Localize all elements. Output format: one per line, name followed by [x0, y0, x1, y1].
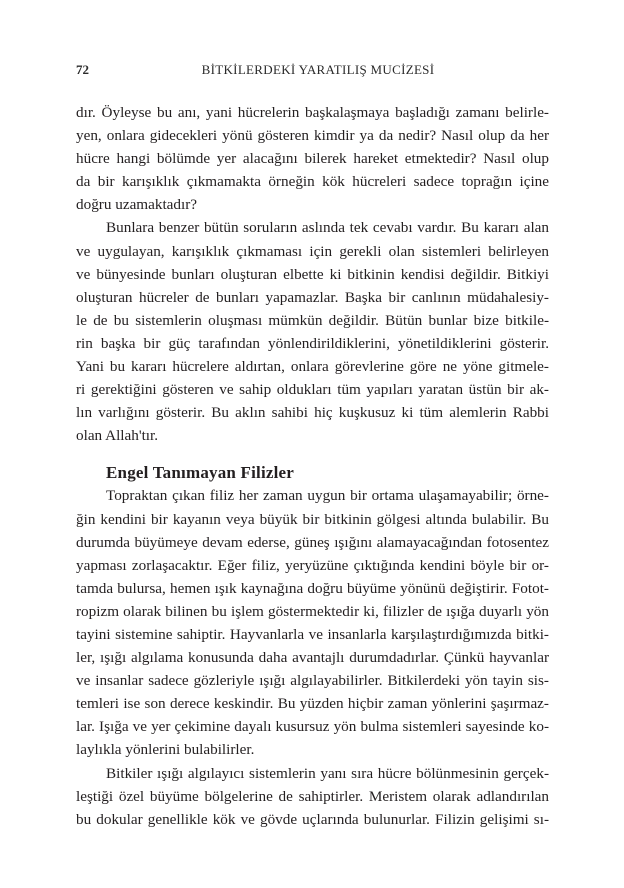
text-line: ri gerektiğini gösteren ve sahip oldukları tüm yapıları yaratan üstün bir ak-: [76, 381, 549, 399]
text-line: da bir karışıklık çıkmamakta örneğin kök hücreleri sadece toprağın içine: [76, 173, 549, 191]
text-line: olan Allah'tır.: [76, 427, 159, 445]
text-line: ve uygulayan, karışıklık çıkmaması için gerekli olan sistemleri belirleyen: [76, 242, 549, 260]
text-line: Yani bu kararı hücrelere aldırtan, onlara görevlerine göre ne yöne gitmele-: [76, 358, 549, 376]
text-line: yapması zorlaşacaktır. Eğer filiz, yeryüzüne çıktığında kendini böyle bir or-: [76, 556, 549, 574]
paragraph-2: [76, 216, 549, 447]
text-line: leştiği özel büyüme bölgelerine de sahiptirler. Meristem olarak adlandırılan: [76, 787, 549, 805]
text-line: tayini sistemine sahiptir. Hayvanlarla ve insanlarla karşılaştırdığımızda bitki-: [76, 625, 549, 643]
text-line: laylıkla yönlerini bulabilirler.: [76, 741, 255, 759]
text-line: yen, onlara gidecekleri yönü gösteren kimdir ya da nedir? Nasıl olup da her: [76, 127, 549, 145]
text-line: tamda bulursa, hemen ışık kaynağına doğru büyüme yönünü değiştirir. Fotot-: [76, 579, 549, 597]
section-paragraph-1: [76, 484, 549, 761]
section-paragraph-2: [76, 762, 549, 831]
text-line: Topraktan çıkan filiz her zaman uygun bir ortama ulaşamayabilir; örne-: [106, 487, 549, 505]
text-line: lın varlığını gösterir. Bu aklın sahibi hiç kuşkusuz ki tüm alemlerin Rabbi: [76, 404, 549, 422]
page-body: [76, 101, 549, 831]
text-line: ropizm olarak bilinen bu işlem göstermektedir ki, filizler de ışığa duyarlı yön: [76, 602, 549, 620]
text-line: Bunlara benzer bütün soruların aslında tek cevabı vardır. Bu kararı alan: [106, 219, 549, 237]
text-line: hücre hangi bölümde yer alacağını bilerek hareket etmektedir? Nasıl olup: [76, 150, 549, 168]
text-line: durumda büyümeye devam ederse, güneş ışığını alamayacağından fotosentez: [76, 533, 549, 551]
text-line: ve insanlar sadece gözleriyle ışığı algılayabilirler. Bitkilerdeki yön tayin sis-: [76, 672, 549, 690]
text-line: dır. Öyleyse bu anı, yani hücrelerin başkalaşmaya başladığı zamanı belirle-: [76, 104, 549, 121]
running-title: BİTKİLERDEKİ YARATILIŞ MUCİZESİ: [201, 62, 435, 77]
section-heading: Engel Tanımayan Filizler: [106, 463, 295, 483]
text-line: ler, ışığı algılama konusunda daha avantajlı durumdadırlar. Çünkü hayvanlar: [76, 649, 549, 667]
text-line: lar. Işığa ve yer çekimine dayalı kusursuz yön bulma sistemleri sayesinde ko-: [76, 718, 549, 736]
text-line: temleri ise son derece keskindir. Bu yüzden hiçbir zaman yönlerini şaşırmaz-: [76, 695, 549, 713]
text-line: doğru uzamaktadır?: [76, 196, 198, 214]
text-line: Bitkiler ışığı algılayıcı sistemlerin yanı sıra hücre bölünmesinin gerçek-: [106, 764, 549, 782]
page-number: 72: [76, 62, 89, 77]
text-line: rin başka bir güç tarafından yönlendirildiklerini, yönetildiklerini gösterir.: [76, 334, 549, 352]
text-line: bu dokular genellikle kök ve gövde uçlarında bulunurlar. Filizin gelişimi sı-: [76, 810, 549, 828]
page-header: [0, 62, 624, 82]
text-line: ğin kendini bir kayanın veya büyük bir bitkinin gölgesi altında bulabilir. Bu: [76, 510, 549, 528]
text-line: le de bu sistemlerin oluşması mümkün değildir. Bütün bunlar bize bitkile-: [76, 311, 549, 329]
text-line: oluşturan hücreler de bunları yapamazlar. Başka bir canlının müdahalesiy-: [76, 288, 549, 306]
paragraph-1: [76, 101, 549, 216]
text-line: ve bünyesinde bunları oluşturan elbette ki bitkinin kendisi değildir. Bitkiyi: [76, 265, 549, 283]
